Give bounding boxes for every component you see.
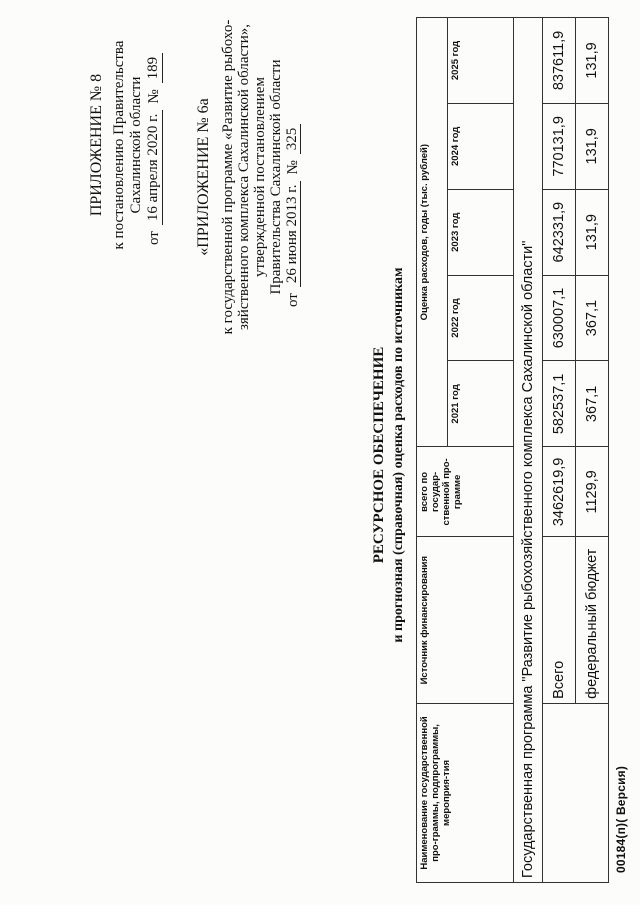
appendix-main-line1: к постановлению Правительства — [111, 40, 127, 250]
row-value: 582537,1 — [543, 361, 576, 447]
appendix-main-number: 189 — [145, 53, 163, 84]
appendix-sub-line3: утвержденной постановлением — [252, 77, 268, 277]
appendix-sub-line2: зяйственного комплекса Сахалинской области», — [236, 24, 252, 331]
row-value: 642331,9 — [543, 189, 576, 275]
appendix-main-date: 16 апреля 2020 г. — [145, 110, 163, 226]
header-year: 2021 год — [447, 361, 513, 447]
appendix-sub-from-label: от — [285, 293, 301, 307]
header-year: 2023 год — [447, 189, 513, 275]
document-subtitle: и прогнозная (справочная) оценка расходов по источникам — [391, 267, 406, 643]
table-row — [543, 18, 576, 883]
appendix-main-from-label: от — [146, 231, 162, 245]
row-value: 131,9 — [576, 189, 609, 275]
appendix-sub-title: «ПРИЛОЖЕНИЕ № 6а — [195, 98, 212, 256]
table-header-row — [417, 18, 448, 883]
row-total: 1129,9 — [576, 447, 609, 537]
header-estimate: Оценка расходов, годы (тыс. рублей) — [417, 18, 448, 447]
row-value: 630007,1 — [543, 275, 576, 361]
budget-table — [416, 17, 609, 883]
row-value: 367,1 — [576, 361, 609, 447]
header-year: 2022 год — [447, 275, 513, 361]
row-value: 367,1 — [576, 275, 609, 361]
appendix-main-line2: Сахалинской области — [128, 76, 144, 214]
appendix-main-title: ПРИЛОЖЕНИЕ № 8 — [88, 73, 105, 217]
footer-document-code: 00184(п)( Версия) — [614, 765, 628, 873]
header-year: 2024 год — [447, 103, 513, 189]
program-title: Государственная программа "Развитие рыбохозяйственного комплекса Сахалинской области" — [514, 18, 543, 883]
program-name-cell — [543, 703, 609, 882]
row-value: 131,9 — [576, 103, 609, 189]
appendix-sub-number-label: № — [285, 160, 301, 175]
appendix-sub-date-row — [284, 17, 301, 307]
appendix-main-block — [88, 15, 163, 275]
document-title: РЕСУРСНОЕ ОБЕСПЕЧЕНИЕ — [371, 346, 387, 564]
row-source: Всего — [543, 537, 576, 703]
appendix-main-date-row — [145, 15, 163, 245]
program-title-row — [514, 18, 543, 883]
appendix-sub-line1: к государственной программе «Развитие рыбохо- — [220, 19, 236, 335]
header-source: Источник финансирования — [417, 537, 514, 703]
appendix-sub-date: 26 июня 2013 г. — [284, 181, 301, 288]
header-total: всего по государ-ственной про-грамме — [417, 447, 514, 537]
header-program-name: Наименование государственной про-граммы, подпрограммы, мероприя-тия — [417, 703, 514, 882]
appendix-sub-line4: Правительства Сахалинской области — [268, 59, 284, 295]
appendix-main-number-label: № — [146, 89, 162, 104]
row-total: 3462619,9 — [543, 447, 576, 537]
row-source: федеральный бюджет — [576, 537, 609, 703]
row-value: 770131,9 — [543, 103, 576, 189]
appendix-sub-block — [196, 17, 301, 337]
header-year: 2025 год — [447, 18, 513, 104]
row-value: 837611,9 — [543, 18, 576, 104]
row-value: 131,9 — [576, 18, 609, 104]
appendix-sub-number: 325 — [284, 124, 301, 155]
